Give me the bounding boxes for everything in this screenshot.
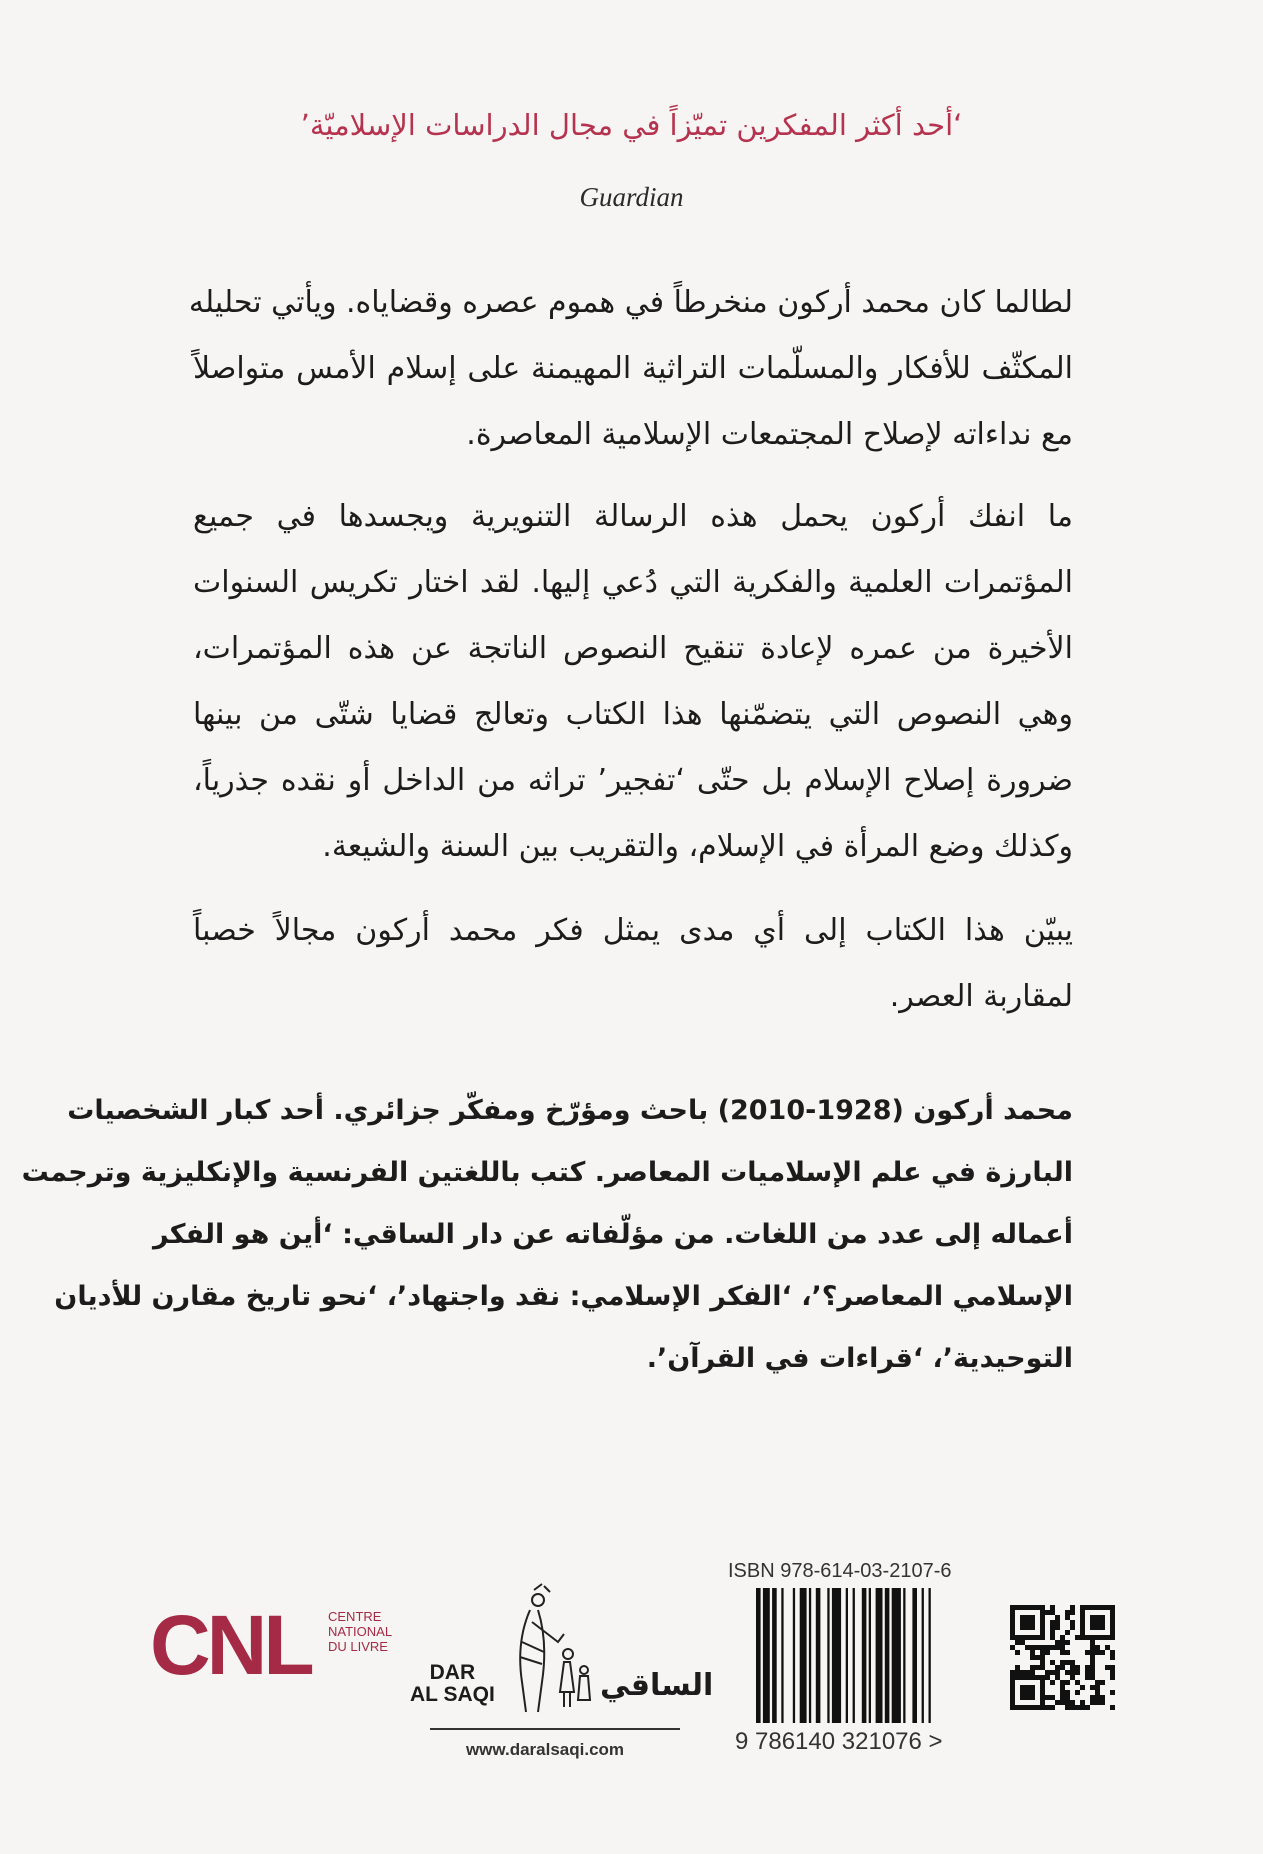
qr-module (1050, 1620, 1055, 1625)
qr-module (1025, 1635, 1030, 1640)
qr-module (1040, 1610, 1045, 1615)
qr-module (1065, 1640, 1070, 1645)
qr-module (1040, 1635, 1045, 1640)
qr-module (1010, 1705, 1015, 1710)
qr-code-icon (1010, 1605, 1115, 1710)
water-carrier-illustration-icon (508, 1582, 598, 1722)
qr-module (1050, 1645, 1055, 1650)
qr-module (1090, 1665, 1095, 1670)
cnl-line: DU LIVRE (328, 1639, 388, 1654)
barcode-bar (922, 1588, 924, 1723)
barcode-bar (756, 1588, 761, 1723)
qr-module (1095, 1685, 1100, 1690)
barcode-bar (800, 1588, 807, 1723)
barcode-bar (892, 1588, 901, 1723)
qr-module (1105, 1645, 1110, 1650)
barcode-bar (929, 1588, 931, 1723)
qr-module (1095, 1695, 1100, 1700)
qr-module (1030, 1635, 1035, 1640)
barcode-bar (876, 1588, 883, 1723)
qr-module (1050, 1680, 1055, 1685)
qr-module (1030, 1665, 1035, 1670)
qr-module (1035, 1675, 1040, 1680)
qr-module (1015, 1665, 1020, 1670)
qr-module (1025, 1625, 1030, 1630)
qr-module (1110, 1690, 1115, 1695)
text-line: الأخيرة من عمره لإعادة تنقيح النصوص الناتجة عن هذه المؤتمرات، (193, 631, 1073, 666)
qr-module (1095, 1605, 1100, 1610)
qr-module (1055, 1700, 1060, 1705)
qr-module (1080, 1605, 1085, 1610)
qr-module (1090, 1655, 1095, 1660)
qr-module (1010, 1645, 1015, 1650)
qr-module (1050, 1635, 1055, 1640)
qr-module (1065, 1630, 1070, 1635)
qr-module (1030, 1690, 1035, 1695)
qr-module (1025, 1620, 1030, 1625)
qr-module (1025, 1615, 1030, 1620)
qr-module (1095, 1625, 1100, 1630)
qr-module (1020, 1705, 1025, 1710)
qr-module (1085, 1705, 1090, 1710)
qr-module (1040, 1605, 1045, 1610)
qr-module (1110, 1665, 1115, 1670)
qr-module (1100, 1615, 1105, 1620)
qr-module (1095, 1620, 1100, 1625)
qr-module (1025, 1605, 1030, 1610)
text-line: الإسلامي المعاصر؟’، ‘الفكر الإسلامي: نقد واجتهاد’، ‘نحو تاريخ مقارن للأديان (54, 1281, 1073, 1312)
qr-module (1010, 1615, 1015, 1620)
blurb-paragraph-1 (188, 270, 1073, 468)
qr-module (1100, 1700, 1105, 1705)
qr-module (1020, 1695, 1025, 1700)
qr-module (1030, 1675, 1035, 1680)
qr-module (1055, 1625, 1060, 1630)
cnl-line: CENTRE (328, 1609, 382, 1624)
text-line: التوحيدية’، ‘قراءات في القرآن’. (646, 1343, 1073, 1374)
qr-module (1055, 1645, 1060, 1650)
isbn-text: ISBN 978-614-03-2107-6 (728, 1560, 952, 1582)
qr-module (1100, 1620, 1105, 1625)
qr-module (1025, 1685, 1030, 1690)
qr-module (1065, 1690, 1070, 1695)
qr-module (1060, 1645, 1065, 1650)
qr-module (1040, 1695, 1045, 1700)
qr-module (1035, 1605, 1040, 1610)
qr-module (1040, 1660, 1045, 1665)
qr-module (1070, 1605, 1075, 1610)
pull-quote: ‘أحد أكثر المفكرين تميّزاً في مجال الدراسات الإسلاميّة’ (300, 108, 963, 142)
barcode-bar (827, 1588, 829, 1723)
qr-module (1040, 1630, 1045, 1635)
qr-module (1095, 1690, 1100, 1695)
qr-module (1055, 1675, 1060, 1680)
qr-module (1060, 1695, 1065, 1700)
qr-module (1085, 1635, 1090, 1640)
qr-module (1030, 1625, 1035, 1630)
qr-module (1020, 1615, 1025, 1620)
qr-module (1010, 1610, 1015, 1615)
qr-module (1060, 1665, 1065, 1670)
qr-module (1020, 1670, 1025, 1675)
barcode-bar (763, 1588, 770, 1723)
qr-module (1090, 1675, 1095, 1680)
publisher-website-link[interactable]: www.daralsaqi.com (465, 1740, 625, 1759)
qr-module (1025, 1675, 1030, 1680)
qr-module (1035, 1635, 1040, 1640)
barcode-bar (781, 1588, 783, 1723)
qr-module (1020, 1625, 1025, 1630)
publisher-name-ar: الساقي (600, 1668, 714, 1703)
qr-module (1070, 1625, 1075, 1630)
qr-module (1095, 1645, 1100, 1650)
qr-module (1090, 1700, 1095, 1705)
barcode-number: 9 786140 321076 > (735, 1728, 943, 1755)
qr-module (1010, 1620, 1015, 1625)
qr-module (1075, 1665, 1080, 1670)
qr-module (1060, 1680, 1065, 1685)
qr-module (1110, 1625, 1115, 1630)
qr-module (1090, 1605, 1095, 1610)
qr-module (1045, 1650, 1050, 1655)
barcode-bar (772, 1588, 777, 1723)
qr-module (1080, 1615, 1085, 1620)
qr-module (1060, 1660, 1065, 1665)
qr-module (1010, 1685, 1015, 1690)
qr-module (1110, 1650, 1115, 1655)
qr-module (1030, 1655, 1035, 1660)
qr-module (1045, 1670, 1050, 1675)
qr-module (1025, 1670, 1030, 1675)
qr-module (1050, 1705, 1055, 1710)
text-line: أعماله إلى عدد من اللغات. من مؤلّفاته عن دار الساقي: ‘أين هو الفكر (152, 1219, 1073, 1250)
barcode-bar (862, 1588, 867, 1723)
qr-module (1100, 1635, 1105, 1640)
qr-module (1070, 1670, 1075, 1675)
divider (430, 1728, 680, 1730)
barcode-bar (869, 1588, 871, 1723)
qr-module (1020, 1605, 1025, 1610)
qr-module (1030, 1645, 1035, 1650)
barcode-bar (885, 1588, 890, 1723)
qr-module (1055, 1620, 1060, 1625)
barcode-icon (756, 1588, 981, 1728)
qr-module (1040, 1700, 1045, 1705)
barcode-bar (809, 1588, 811, 1723)
qr-module (1070, 1620, 1075, 1625)
qr-module (1110, 1605, 1115, 1610)
cnl-letters: CNL (150, 1598, 311, 1692)
qr-module (1065, 1680, 1070, 1685)
qr-module (1045, 1695, 1050, 1700)
qr-module (1030, 1685, 1035, 1690)
qr-module (1100, 1695, 1105, 1700)
qr-module (1095, 1650, 1100, 1655)
qr-module (1090, 1635, 1095, 1640)
qr-module (1030, 1705, 1035, 1710)
barcode-bar (793, 1588, 795, 1723)
qr-module (1045, 1610, 1050, 1615)
text-line: وكذلك وضع المرأة في الإسلام، والتقريب بين السنة والشيعة. (322, 829, 1073, 864)
qr-module (1070, 1705, 1075, 1710)
qr-module (1020, 1685, 1025, 1690)
qr-module (1060, 1640, 1065, 1645)
barcode-bar (853, 1588, 855, 1723)
qr-module (1010, 1625, 1015, 1630)
blurb-paragraph-3 (193, 898, 1073, 1030)
qr-module (1080, 1620, 1085, 1625)
qr-module (1075, 1670, 1080, 1675)
qr-module (1010, 1635, 1015, 1640)
text-line: محمد أركون (1928-2010) باحث ومؤرّخ ومفكّر جزائري. أحد كبار الشخصيات (67, 1095, 1073, 1126)
qr-module (1090, 1660, 1095, 1665)
qr-module (1065, 1615, 1070, 1620)
qr-module (1030, 1695, 1035, 1700)
qr-module (1020, 1675, 1025, 1680)
qr-module (1030, 1620, 1035, 1625)
qr-module (1085, 1675, 1090, 1680)
qr-module (1065, 1610, 1070, 1615)
qr-module (1010, 1690, 1015, 1695)
qr-module (1090, 1620, 1095, 1625)
qr-module (1040, 1680, 1045, 1685)
text-line: البارزة في علم الإسلاميات المعاصر. كتب باللغتين الفرنسية والإنكليزية وترجمت (21, 1157, 1073, 1188)
qr-module (1085, 1605, 1090, 1610)
qr-module (1075, 1680, 1080, 1685)
cnl-line: NATIONAL (328, 1624, 393, 1639)
qr-module (1010, 1605, 1015, 1610)
qr-module (1060, 1700, 1065, 1705)
qr-module (1015, 1670, 1020, 1675)
qr-module (1015, 1675, 1020, 1680)
qr-module (1075, 1690, 1080, 1695)
cnl-logo (150, 1595, 410, 1700)
qr-module (1070, 1675, 1075, 1680)
qr-module (1100, 1650, 1105, 1655)
qr-module (1090, 1695, 1095, 1700)
qr-module (1040, 1620, 1045, 1625)
qr-module (1080, 1625, 1085, 1630)
qr-module (1085, 1670, 1090, 1675)
qr-module (1030, 1670, 1035, 1675)
qr-module (1050, 1670, 1055, 1675)
qr-module (1095, 1680, 1100, 1685)
qr-module (1055, 1665, 1060, 1670)
barcode-bar (832, 1588, 841, 1723)
qr-module (1010, 1695, 1015, 1700)
qr-module (1080, 1610, 1085, 1615)
qr-module (1110, 1615, 1115, 1620)
qr-module (1025, 1705, 1030, 1710)
qr-module (1040, 1645, 1045, 1650)
qr-module (1050, 1695, 1055, 1700)
text-line: لمقاربة العصر. (889, 979, 1073, 1014)
qr-module (1085, 1665, 1090, 1670)
barcode-bar (912, 1588, 917, 1723)
quote-source: Guardian (579, 182, 684, 212)
qr-module (1075, 1635, 1080, 1640)
qr-module (1090, 1615, 1095, 1620)
qr-module (1045, 1675, 1050, 1680)
dar-al-saqi-logo (410, 1570, 714, 1750)
qr-module (1010, 1675, 1015, 1680)
qr-module (1040, 1690, 1045, 1695)
qr-module (1045, 1705, 1050, 1710)
qr-module (1050, 1605, 1055, 1610)
qr-module (1020, 1690, 1025, 1695)
qr-module (1050, 1630, 1055, 1635)
qr-module (1075, 1705, 1080, 1710)
qr-module (1065, 1660, 1070, 1665)
qr-module (1060, 1685, 1065, 1690)
qr-module (1100, 1605, 1105, 1610)
qr-module (1090, 1645, 1095, 1650)
qr-module (1020, 1640, 1025, 1645)
qr-module (1070, 1665, 1075, 1670)
qr-module (1070, 1700, 1075, 1705)
qr-module (1055, 1615, 1060, 1620)
qr-module (1090, 1685, 1095, 1690)
qr-module (1105, 1665, 1110, 1670)
qr-module (1020, 1620, 1025, 1625)
qr-module (1110, 1705, 1115, 1710)
barcode-bar (846, 1588, 848, 1723)
text-line: المكثّف للأفكار والمسلّمات التراثية المهيمنة على إسلام الأمس متواصلاً (193, 351, 1073, 386)
qr-module (1050, 1625, 1055, 1630)
qr-module (1010, 1700, 1015, 1705)
text-line: ما انفك أركون يحمل هذه الرسالة التنويرية ويجسدها في جميع (193, 499, 1073, 534)
qr-module (1040, 1685, 1045, 1690)
qr-module (1065, 1695, 1070, 1700)
qr-module (1090, 1640, 1095, 1645)
qr-module (1040, 1650, 1045, 1655)
publisher-name-en (410, 1662, 495, 1706)
qr-module (1110, 1655, 1115, 1660)
qr-module (1010, 1670, 1015, 1675)
qr-module (1060, 1635, 1065, 1640)
text-line: مع نداءاته لإصلاح المجتمعات الإسلامية المعاصرة. (466, 417, 1073, 452)
qr-module (1040, 1655, 1045, 1660)
text-line: يبيّن هذا الكتاب إلى أي مدى يمثل فكر محمد أركون مجالاً خصباً (193, 913, 1073, 948)
qr-module (1025, 1695, 1030, 1700)
qr-module (1065, 1670, 1070, 1675)
qr-module (1025, 1690, 1030, 1695)
qr-module (1095, 1700, 1100, 1705)
qr-module (1070, 1610, 1075, 1615)
qr-module (1010, 1680, 1015, 1685)
qr-module (1095, 1635, 1100, 1640)
qr-module (1110, 1610, 1115, 1615)
qr-module (1060, 1650, 1065, 1655)
text-line: لطالما كان محمد أركون منخرطاً في هموم عصره وقضاياه. ويأتي تحليله (188, 285, 1073, 320)
qr-module (1080, 1685, 1085, 1690)
qr-module (1090, 1625, 1095, 1630)
cnl-subtitle (328, 1609, 392, 1654)
qr-module (1015, 1635, 1020, 1640)
qr-module (1110, 1670, 1115, 1675)
publisher-line: DAR (429, 1661, 476, 1684)
qr-module (1030, 1650, 1035, 1655)
qr-module (1050, 1610, 1055, 1615)
qr-module (1035, 1645, 1040, 1650)
qr-module (1055, 1640, 1060, 1645)
text-line: المؤتمرات العلمية والفكرية التي دُعي إليها. لقد اختار تكريس السنوات (193, 565, 1073, 600)
qr-module (1095, 1615, 1100, 1620)
qr-module (1020, 1635, 1025, 1640)
barcode-bar (903, 1588, 905, 1723)
qr-module (1035, 1665, 1040, 1670)
qr-module (1070, 1660, 1075, 1665)
author-bio (21, 1080, 1073, 1390)
qr-module (1040, 1705, 1045, 1710)
qr-module (1060, 1690, 1065, 1695)
qr-module (1040, 1625, 1045, 1630)
blurb-paragraph-2 (193, 484, 1073, 880)
qr-module (1080, 1700, 1085, 1705)
qr-module (1035, 1655, 1040, 1660)
qr-module (1090, 1670, 1095, 1675)
qr-module (1110, 1630, 1115, 1635)
qr-module (1015, 1640, 1020, 1645)
barcode-bar (816, 1588, 821, 1723)
qr-module (1105, 1605, 1110, 1610)
qr-module (1080, 1705, 1085, 1710)
qr-module (1040, 1665, 1045, 1670)
qr-module (1030, 1615, 1035, 1620)
qr-module (1015, 1650, 1020, 1655)
qr-module (1100, 1680, 1105, 1685)
qr-module (1080, 1635, 1085, 1640)
qr-module (1100, 1625, 1105, 1630)
qr-module (1010, 1630, 1015, 1635)
qr-module (1055, 1670, 1060, 1675)
qr-module (1050, 1660, 1055, 1665)
text-line: ضرورة إصلاح الإسلام بل حتّى ‘تفجير’ تراثه من الداخل أو نقده جذرياً، (193, 763, 1073, 798)
qr-module (1110, 1635, 1115, 1640)
qr-module (1085, 1650, 1090, 1655)
qr-module (1015, 1705, 1020, 1710)
publisher-line: AL SAQI (410, 1683, 495, 1706)
qr-module (1025, 1645, 1030, 1650)
qr-module (1110, 1620, 1115, 1625)
qr-module (1065, 1705, 1070, 1710)
qr-module (1040, 1615, 1045, 1620)
qr-module (1110, 1675, 1115, 1680)
qr-module (1065, 1700, 1070, 1705)
qr-module (1030, 1605, 1035, 1610)
qr-module (1065, 1650, 1070, 1655)
qr-module (1035, 1705, 1040, 1710)
qr-module (1090, 1650, 1095, 1655)
text-line: وهي النصوص التي يتضمّنها هذا الكتاب وتعالج قضايا شتّى من بينها (193, 697, 1073, 732)
qr-module (1040, 1675, 1045, 1680)
qr-module (1045, 1645, 1050, 1650)
qr-module (1105, 1635, 1110, 1640)
qr-module (1015, 1605, 1020, 1610)
qr-module (1080, 1630, 1085, 1635)
